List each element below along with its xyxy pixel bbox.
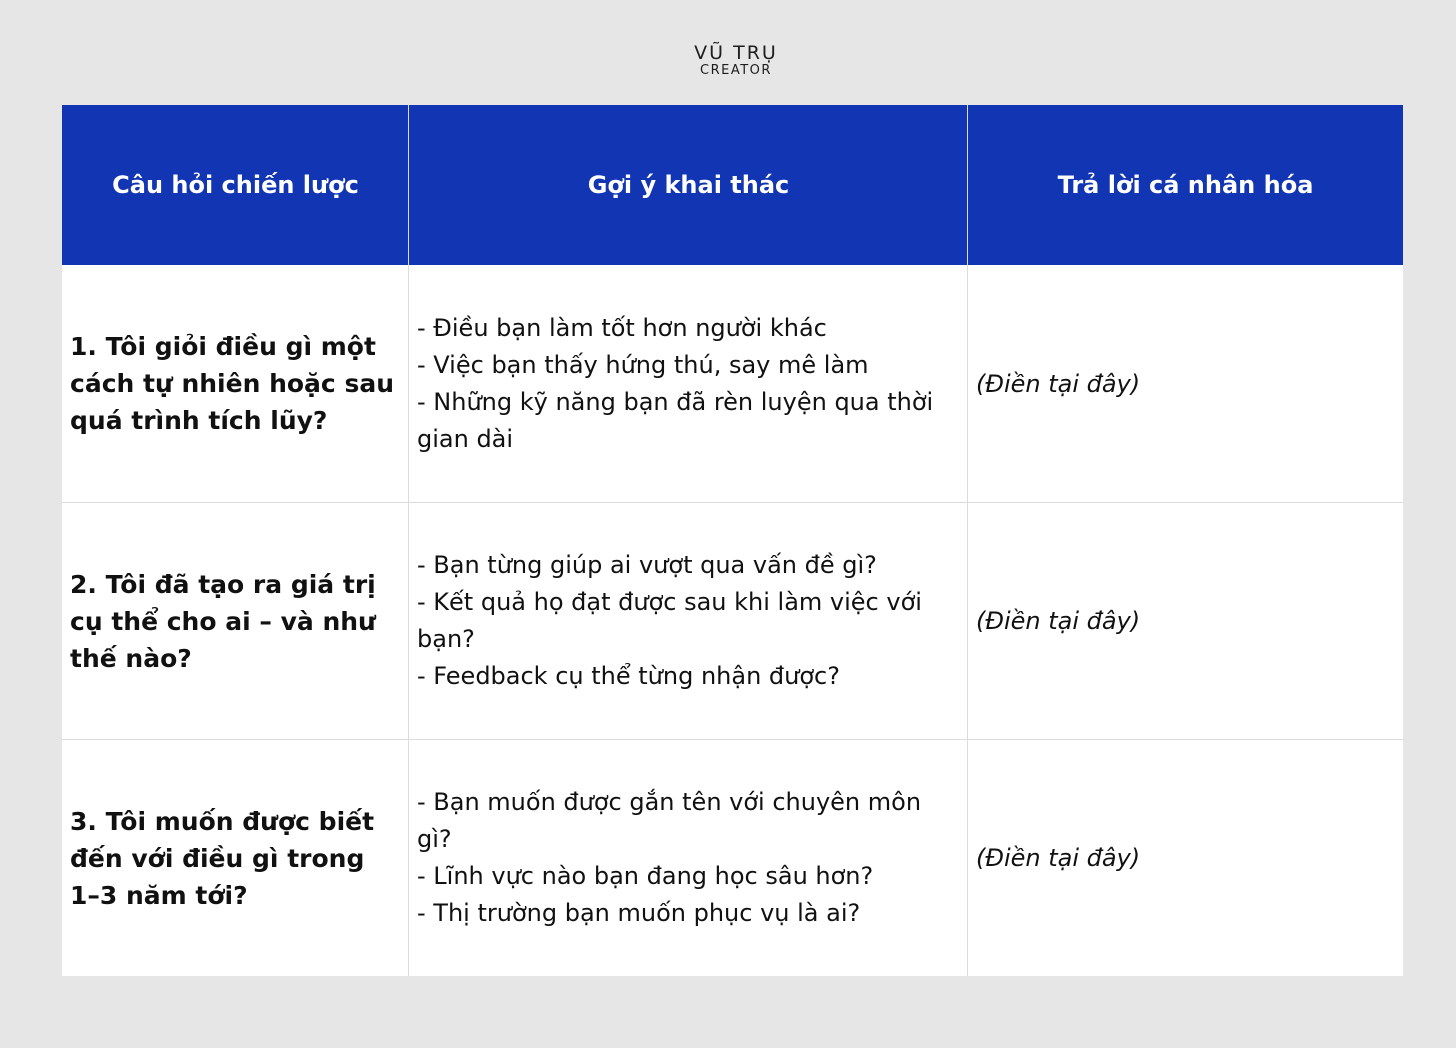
hint-item: - Thị trường bạn muốn phục vụ là ai? (417, 899, 861, 927)
answer-placeholder: (Điền tại đây) (976, 844, 1141, 872)
hint-item: - Kết quả họ đạt được sau khi làm việc với bạn? (417, 588, 922, 653)
answer-placeholder: (Điền tại đây) (976, 369, 1141, 398)
hint-item: - Những kỹ năng bạn đã rèn luyện qua thời gian dài (417, 387, 934, 453)
hint-item: - Bạn muốn được gắn tên với chuyên môn gì? (417, 788, 922, 853)
hint-item: - Lĩnh vực nào bạn đang học sâu hơn? (417, 862, 874, 890)
logo-line-1: VŨ TRỤ (694, 42, 778, 64)
hints-cell (409, 503, 967, 739)
answer-placeholder: (Điền tại đây) (976, 607, 1141, 635)
header-strategic-question: Câu hỏi chiến lược (112, 171, 359, 199)
hints-cell (409, 265, 967, 502)
strategy-table (62, 105, 1403, 976)
hint-item: - Điều bạn làm tốt hơn người khác (417, 313, 827, 342)
table-header (62, 105, 1403, 265)
hint-item: - Bạn từng giúp ai vượt qua vấn đề gì? (417, 551, 877, 579)
hints-cell (409, 740, 967, 976)
question-cell: 1. Tôi giỏi điều gì một cách tự nhiên hoặc sau quá trình tích lũy? (70, 332, 394, 435)
hint-item: - Feedback cụ thể từng nhận được? (417, 662, 840, 690)
header-personal-answer: Trả lời cá nhân hóa (1057, 171, 1314, 199)
hint-item: - Việc bạn thấy hứng thú, say mê làm (417, 350, 869, 379)
header-exploration-hints: Gợi ý khai thác (587, 171, 790, 199)
question-cell: 2. Tôi đã tạo ra giá trị cụ thể cho ai – và như thế nào? (70, 569, 376, 673)
logo-line-2: CREATOR (700, 63, 772, 78)
brand-logo (0, 44, 1456, 77)
question-cell: 3. Tôi muốn được biết đến với điều gì trong 1–3 năm tới? (70, 806, 375, 910)
